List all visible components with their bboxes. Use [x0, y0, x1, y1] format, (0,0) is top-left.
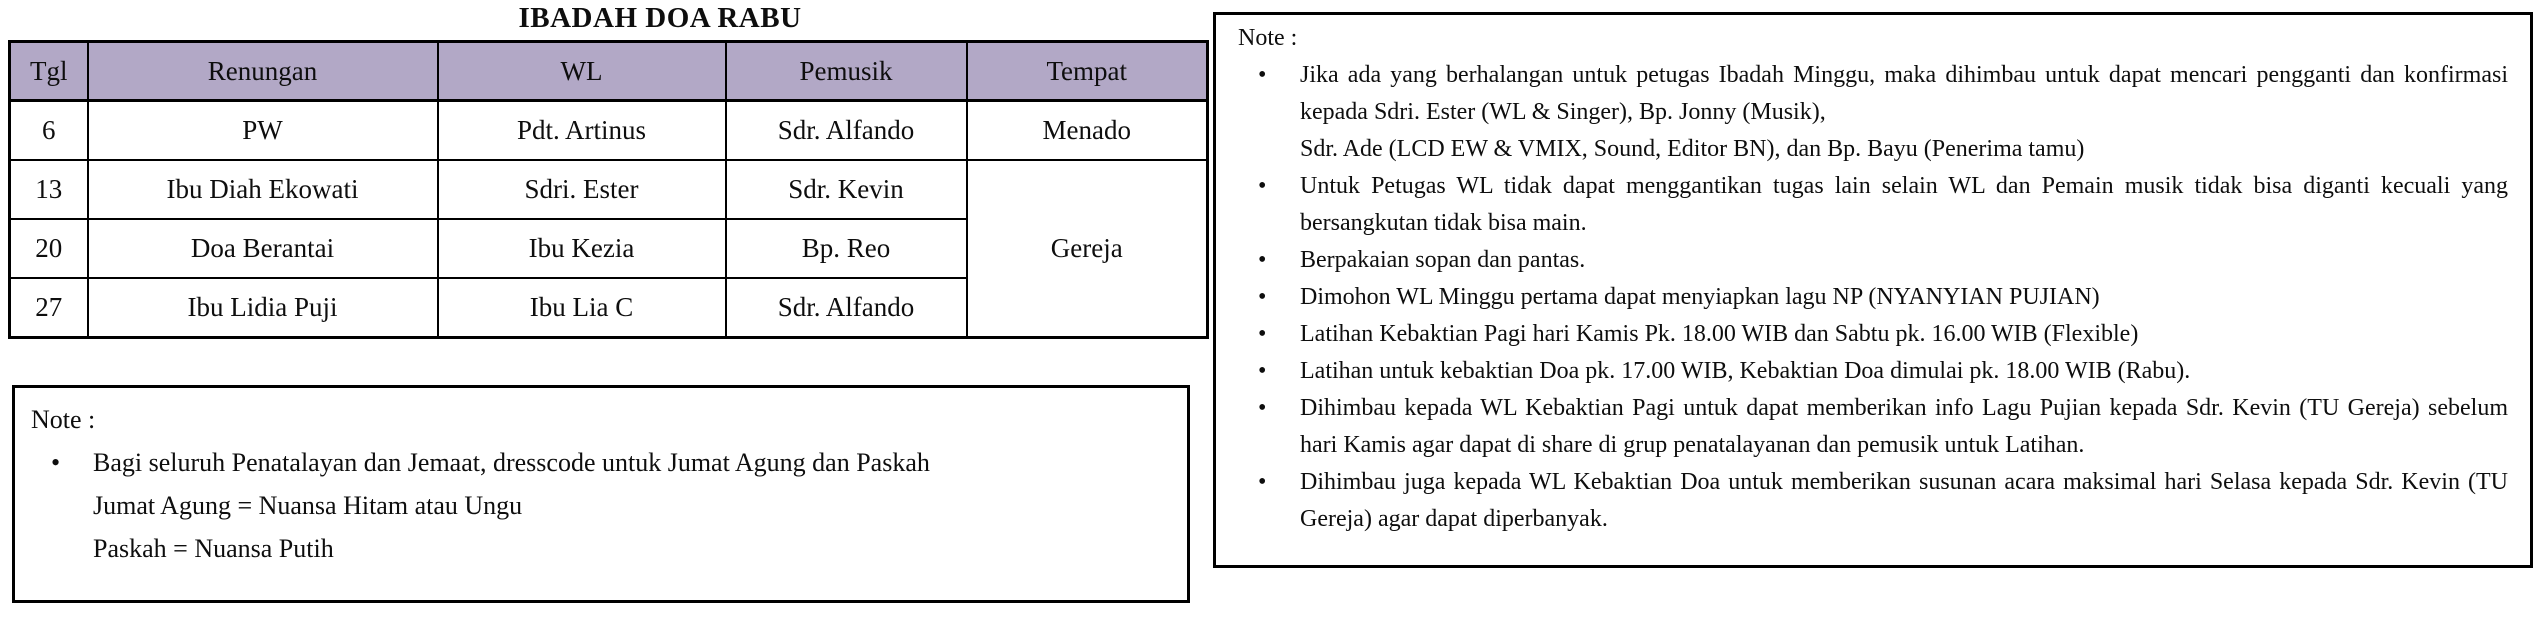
bullet-line: Jumat Agung = Nuansa Hitam atau Ungu	[93, 491, 523, 520]
cell-wl: Sdri. Ester	[438, 160, 726, 219]
cell-renungan: Doa Berantai	[88, 219, 438, 278]
note-bullet-item	[1238, 57, 2508, 168]
schedule-table	[8, 40, 1209, 339]
cell-tgl: 20	[10, 219, 88, 278]
bullet-text: • Untuk Petugas WL tidak dapat menggantikan tugas lain selain WL dan Pemain musik tidak bisa diganti kecuali yang bersangkutan tidak bisa main.	[1300, 173, 2508, 236]
cell-wl: Ibu Lia C	[438, 278, 726, 338]
bullet-text: • Jika ada yang berhalangan untuk petugas Ibadah Minggu, maka dihimbau untuk dapat mencari pengganti dan konfirmasi kepada Sdri. Ester (WL & Singer), Bp. Jonny (Musik),	[1300, 62, 2508, 125]
note-bullet-item	[1238, 168, 2508, 242]
cell-wl: Pdt. Artinus	[438, 101, 726, 161]
note-bullet-item	[1238, 279, 2508, 316]
cell-wl: Ibu Kezia	[438, 219, 726, 278]
table-row	[10, 101, 1208, 161]
note-label: Note :	[31, 405, 96, 434]
table-row	[10, 160, 1208, 219]
cell-pemusik: Sdr. Kevin	[726, 160, 967, 219]
bullet-line: Paskah = Nuansa Putih	[93, 534, 334, 563]
header-cell-tempat: Tempat	[967, 42, 1208, 101]
cell-tgl: 13	[10, 160, 88, 219]
general-note-box	[1213, 12, 2533, 568]
cell-renungan: Ibu Diah Ekowati	[88, 160, 438, 219]
cell-renungan: PW	[88, 101, 438, 161]
cell-renungan: Ibu Lidia Puji	[88, 278, 438, 338]
note-bullet-item	[31, 441, 1169, 570]
header-cell-tgl: Tgl	[10, 42, 88, 101]
bullet-line: • Bagi seluruh Penatalayan dan Jemaat, dresscode untuk Jumat Agung dan Paskah	[93, 448, 930, 477]
note-bullet-item	[1238, 390, 2508, 464]
bullet-text: • Dihimbau kepada WL Kebaktian Pagi untuk dapat memberikan info Lagu Pujian kepada Sdr. Kevin (TU Gereja) sebelum hari Kamis agar dapat di share di grup penatalayanan dan pemusik untuk Latihan.	[1300, 395, 2508, 458]
note-bullet-item	[1238, 242, 2508, 279]
page-title: IBADAH DOA RABU	[518, 2, 802, 34]
bullet-text: • Dimohon WL Minggu pertama dapat menyiapkan lagu NP (NYANYIAN PUJIAN)	[1300, 284, 2100, 310]
cell-tempat-merged: Gereja	[967, 160, 1208, 338]
table-header-row	[10, 42, 1208, 101]
dresscode-note-box	[12, 385, 1190, 603]
note-bullet-item	[1238, 316, 2508, 353]
cell-tgl: 6	[10, 101, 88, 161]
note-bullet-item	[1238, 353, 2508, 390]
header-cell-renungan: Renungan	[88, 42, 438, 101]
bullet-text: • Latihan untuk kebaktian Doa pk. 17.00 WIB, Kebaktian Doa dimulai pk. 18.00 WIB (Rabu).	[1300, 358, 2191, 384]
bullet-text: • Dihimbau juga kepada WL Kebaktian Doa untuk memberikan susunan acara maksimal hari Selasa kepada Sdr. Kevin (TU Gereja) agar dapat diperbanyak.	[1300, 469, 2508, 532]
cell-pemusik: Sdr. Alfando	[726, 101, 967, 161]
cell-pemusik: Sdr. Alfando	[726, 278, 967, 338]
cell-tempat: Menado	[967, 101, 1208, 161]
note-label: Note :	[1238, 25, 1298, 51]
bullet-text: • Latihan Kebaktian Pagi hari Kamis Pk. 18.00 WIB dan Sabtu pk. 16.00 WIB (Flexible)	[1300, 321, 2139, 347]
header-cell-wl: WL	[438, 42, 726, 101]
cell-pemusik: Bp. Reo	[726, 219, 967, 278]
cell-tgl: 27	[10, 278, 88, 338]
bullet-text: Sdr. Ade (LCD EW & VMIX, Sound, Editor BN), dan Bp. Bayu (Penerima tamu)	[1300, 136, 2085, 162]
bullet-text: • Berpakaian sopan dan pantas.	[1300, 247, 1586, 273]
note-bullet-item	[1238, 464, 2508, 538]
header-cell-pemusik: Pemusik	[726, 42, 967, 101]
